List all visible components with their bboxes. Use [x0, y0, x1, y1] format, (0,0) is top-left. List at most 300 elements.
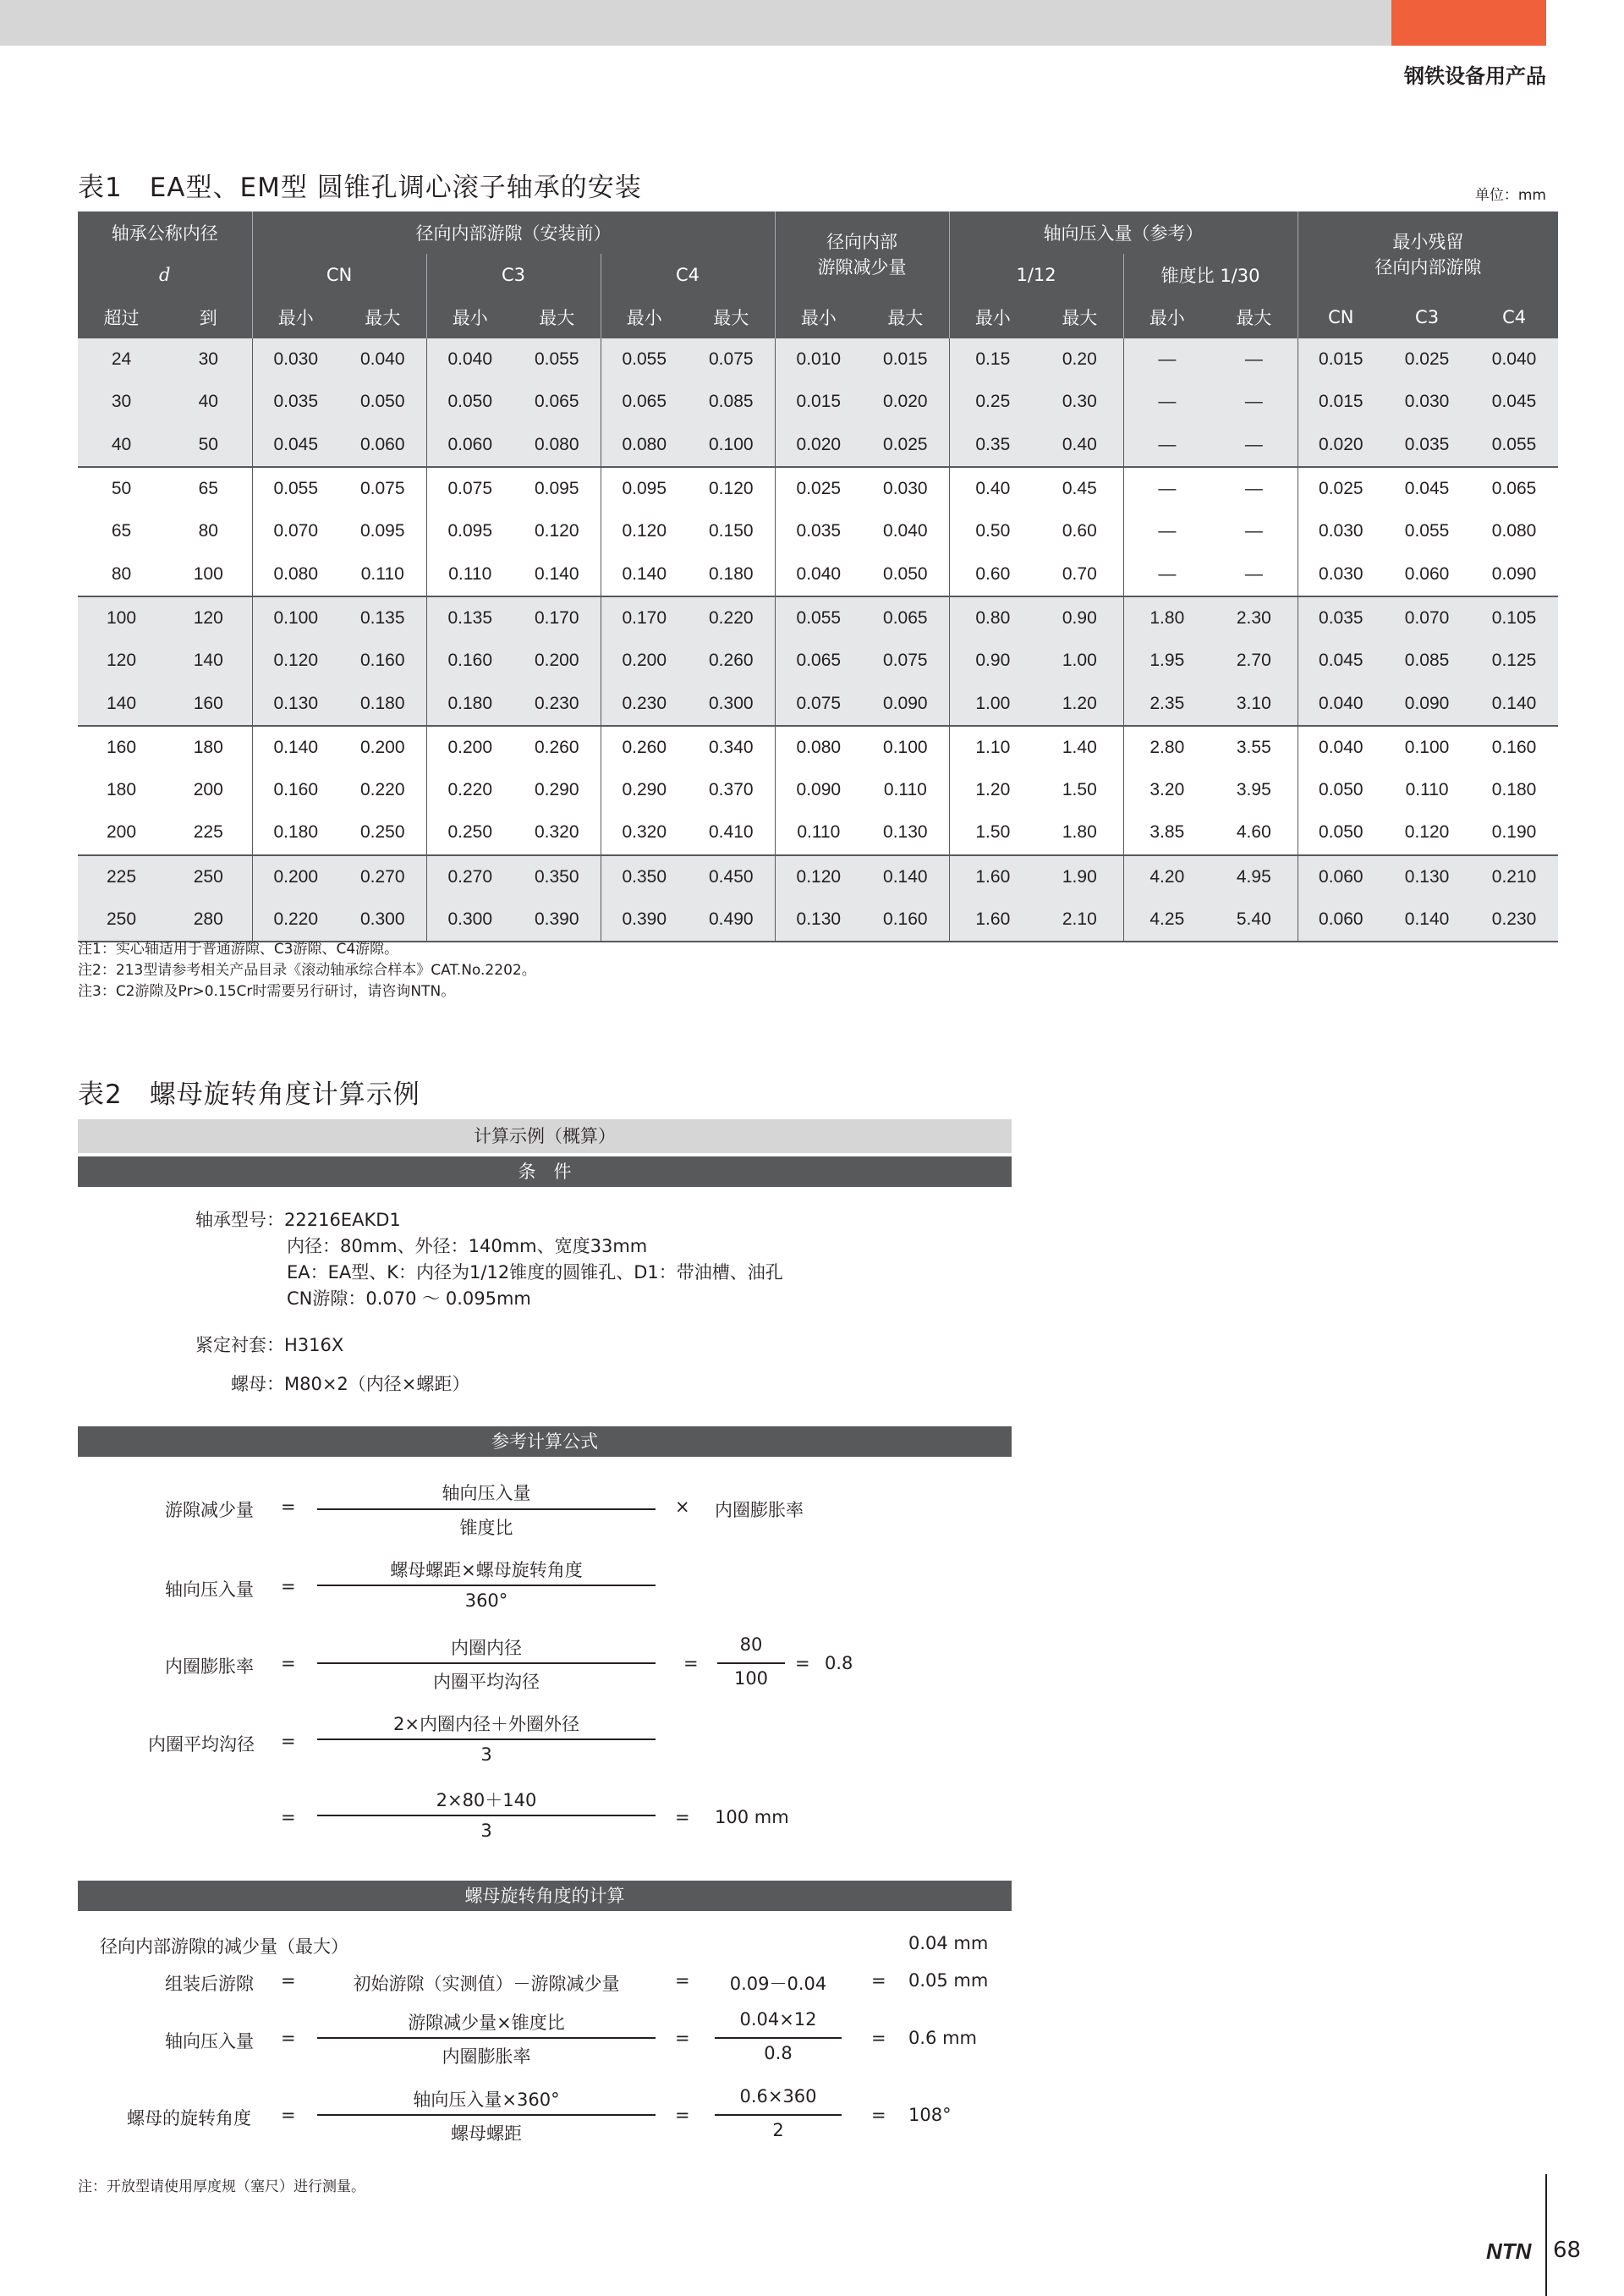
table-cell: 0.80: [949, 596, 1036, 640]
table-cell: 120: [78, 640, 165, 682]
table-cell: 1.60: [949, 855, 1036, 898]
table-cell: 0.030: [862, 467, 949, 510]
formula-lhs: 内圈平均沟径: [148, 1734, 255, 1755]
table-cell: 0.015: [862, 338, 949, 381]
table-row: [78, 682, 1558, 725]
equals-sign: =: [675, 1807, 690, 1827]
table-cell: —: [1123, 467, 1210, 510]
table-cell: 0.060: [1298, 855, 1384, 898]
table-cell: 0.90: [1036, 596, 1123, 640]
table-cell: 50: [78, 467, 165, 510]
table-cell: 3.20: [1123, 769, 1210, 811]
header-max: 最大: [513, 296, 601, 338]
table-cell: 2.70: [1210, 640, 1298, 682]
header-max: 最大: [1036, 296, 1123, 338]
table-cell: 0.170: [513, 596, 601, 640]
note-3: 注3：C2游隙及Pr>0.15Cr时需要另行研讨，请咨询NTN。: [78, 983, 456, 1000]
formula-denominator: 3: [480, 1744, 492, 1765]
table-cell: 0.120: [1404, 822, 1450, 843]
table-cell: 0.370: [709, 780, 754, 800]
table-cell: 0.320: [534, 822, 579, 843]
table-cell: 1.90: [1036, 855, 1123, 898]
table-cell: 0.040: [1298, 682, 1384, 725]
header-max: 最大: [339, 296, 426, 338]
calc-denominator: 内圈膨胀率: [442, 2046, 531, 2067]
table-cell: 0.320: [601, 811, 688, 854]
formula-lhs: 游隙减少量: [165, 1500, 254, 1520]
table-cell: 0.200: [339, 726, 426, 769]
table-cell: 0.20: [1036, 338, 1123, 381]
equals-sign: =: [683, 1653, 699, 1673]
table2-note: 注：开放型请使用厚度规（塞尺）进行测量。: [78, 2178, 365, 2195]
table-cell: 0.070: [1384, 596, 1470, 640]
header-min: 最小: [775, 296, 862, 338]
table-cell: 0.140: [1384, 898, 1470, 942]
table-cell: 0.085: [688, 381, 775, 423]
fraction-line: [317, 1815, 656, 1816]
table-cell: —: [1123, 510, 1210, 552]
table-cell: 0.270: [339, 855, 426, 898]
table-cell: 1.20: [949, 769, 1036, 811]
table-cell: 1.00: [949, 682, 1036, 725]
header-c4: C4: [1470, 296, 1558, 338]
table-row: [78, 898, 1558, 942]
header-c4: C4: [601, 254, 775, 296]
table-cell: 2.35: [1123, 682, 1210, 725]
table-row: [78, 811, 1558, 854]
table-cell: 0.170: [601, 596, 688, 640]
table-cell: 0.70: [1062, 563, 1097, 584]
table-cell: 1.80: [1123, 596, 1210, 640]
table-cell: 100: [193, 563, 223, 584]
fraction-line: [317, 2037, 656, 2039]
table-cell: 0.080: [601, 424, 688, 467]
table-cell: —: [1123, 338, 1210, 381]
table-cell: 0.045: [1298, 640, 1384, 682]
table-cell: 200: [106, 822, 137, 843]
table-row: [78, 338, 1558, 381]
header-bore: 轴承公称内径: [78, 211, 252, 254]
table-cell: 180: [106, 780, 137, 800]
table-cell: 0.065: [775, 640, 862, 682]
table-cell: 0.140: [534, 563, 579, 584]
table-cell: 65: [165, 467, 252, 510]
table-cell: 0.045: [1470, 381, 1558, 423]
table-cell: 50: [165, 424, 252, 467]
calc-result: 0.05 mm: [908, 1970, 989, 1991]
table-row: [78, 855, 1558, 898]
table-cell: 3.55: [1210, 726, 1298, 769]
table-cell: —: [1210, 338, 1298, 381]
equals-sign: =: [281, 2028, 296, 2048]
table-cell: 0.220: [359, 780, 405, 800]
table-cell: 30: [78, 381, 165, 423]
table-cell: 0.35: [949, 424, 1036, 467]
calc-lhs: 径向内部游隙的减少量（最大）: [100, 1936, 348, 1957]
formula-numerator: 螺母螺距×螺母旋转角度: [390, 1560, 583, 1580]
table-cell: 0.030: [1298, 510, 1384, 552]
table-cell: 0.095: [601, 467, 688, 510]
fraction-line: [317, 2114, 656, 2116]
table-cell: 1.20: [1036, 682, 1123, 725]
fraction-line: [715, 2114, 842, 2116]
table-cell: 0.410: [709, 822, 754, 843]
table-cell: 0.095: [426, 510, 513, 552]
equals-sign: =: [871, 1970, 886, 1991]
table-cell: 0.070: [252, 510, 339, 552]
table-cell: 0.290: [601, 769, 688, 811]
table-cell: 160: [78, 726, 165, 769]
value-denominator: 0.8: [764, 2043, 793, 2063]
header-min: 最小: [426, 296, 513, 338]
table-cell: 0.160: [426, 640, 513, 682]
table-cell: 0.190: [1491, 822, 1537, 843]
value-denominator: 100: [733, 1668, 769, 1689]
table-cell: 40: [78, 424, 165, 467]
condition-label: 紧定衬套: [195, 1335, 266, 1355]
table-cell: 0.200: [426, 726, 513, 769]
table-cell: 0.040: [1298, 726, 1384, 769]
header-c3: C3: [1384, 296, 1470, 338]
table-cell: 1.50: [1062, 780, 1097, 800]
table-cell: 0.060: [1298, 898, 1384, 942]
table-cell: 0.160: [252, 769, 339, 811]
table-cell: 0.055: [1470, 424, 1558, 467]
table-cell: 2.80: [1123, 726, 1210, 769]
table-cell: 140: [165, 640, 252, 682]
calc-example-bar: 计算示例（概算）: [78, 1119, 1012, 1153]
table-row: [78, 467, 1558, 510]
table-cell: 0.490: [688, 898, 775, 942]
table-cell: 24: [78, 338, 165, 381]
table-cell: 0.15: [949, 338, 1036, 381]
calc-lhs: 组装后游隙: [165, 1974, 254, 1994]
footer-divider: [1545, 2174, 1547, 2296]
table-cell: 0.080: [775, 726, 862, 769]
header-min: 最小: [949, 296, 1036, 338]
table-cell: 160: [165, 682, 252, 725]
condition-sleeve: 紧定衬套：H316X: [78, 1332, 343, 1359]
value-numerator: 80: [739, 1634, 763, 1655]
table-cell: 0.140: [601, 552, 688, 596]
table-cell: 0.050: [1298, 769, 1384, 811]
table-cell: 0.180: [339, 682, 426, 725]
formula-bar: 参考计算公式: [78, 1426, 1012, 1457]
table-cell: 0.060: [1404, 563, 1450, 584]
calc-value: 0.09－0.04: [729, 1974, 827, 1994]
table-cell: 0.230: [1470, 898, 1558, 942]
formula-result: 100 mm: [715, 1807, 789, 1827]
table-cell: 0.105: [1470, 596, 1558, 640]
calc-result: 108°: [908, 2105, 952, 2125]
table-cell: 0.250: [359, 822, 405, 843]
header-c3: C3: [426, 254, 601, 296]
table-cell: 0.045: [1384, 467, 1470, 510]
table-cell: 1.80: [1062, 822, 1097, 843]
calc-lhs: 轴向压入量: [165, 2031, 254, 2052]
header-cn: CN: [252, 254, 426, 296]
table-cell: 0.120: [775, 855, 862, 898]
table-cell: 140: [78, 682, 165, 725]
table-cell: 0.090: [862, 682, 949, 725]
table-cell: 0.140: [252, 726, 339, 769]
table-cell: 3.85: [1123, 811, 1210, 854]
table-cell: 0.055: [513, 338, 601, 381]
table-cell: 0.055: [1404, 521, 1450, 541]
table-cell: —: [1123, 552, 1210, 596]
table-cell: 0.350: [513, 855, 601, 898]
header-bore-symbol: d: [78, 254, 252, 296]
table-cell: —: [1210, 381, 1298, 423]
table-cell: 0.090: [775, 769, 862, 811]
table-cell: 0.020: [1298, 424, 1384, 467]
table-cell: 1.40: [1036, 726, 1123, 769]
table-cell: 0.080: [513, 424, 601, 467]
table-cell: 0.080: [252, 552, 339, 596]
times-sign: ×: [675, 1497, 690, 1517]
header-residual: 最小残留 径向内部游隙: [1298, 211, 1558, 296]
table-cell: 30: [165, 338, 252, 381]
note-1: 注1：实心轴适用于普通游隙、C3游隙、C4游隙。: [78, 941, 399, 958]
table-cell: 0.060: [339, 424, 426, 467]
table-cell: 0.040: [775, 552, 862, 596]
table-cell: 0.260: [513, 726, 601, 769]
table-cell: 0.140: [862, 855, 949, 898]
header-min: 最小: [1123, 296, 1210, 338]
table-cell: 0.60: [949, 552, 1036, 596]
table-cell: 0.025: [1298, 467, 1384, 510]
equals-sign: =: [795, 1653, 810, 1673]
table-cell: 0.085: [1384, 640, 1470, 682]
table-cell: 1.60: [949, 898, 1036, 942]
table-cell: 0.300: [426, 898, 513, 942]
table-cell: 0.020: [775, 424, 862, 467]
table-cell: 5.40: [1210, 898, 1298, 942]
equals-sign: =: [281, 2105, 296, 2125]
table-cell: 0.095: [359, 521, 405, 541]
formula-numerator: 内圈内径: [451, 1638, 522, 1658]
calc-bar: 螺母旋转角度的计算: [78, 1881, 1012, 1911]
table-cell: 0.055: [601, 338, 688, 381]
table-cell: 0.60: [1062, 521, 1097, 541]
table-cell: 0.220: [252, 898, 339, 942]
table-cell: 4.60: [1236, 822, 1271, 843]
table-cell: 250: [78, 898, 165, 942]
table-cell: 0.135: [426, 596, 513, 640]
table-cell: 0.100: [688, 424, 775, 467]
fraction-line: [317, 1585, 656, 1586]
table-cell: 0.120: [252, 640, 339, 682]
equals-sign: =: [281, 1576, 296, 1596]
note-2: 注2：213型请参考相关产品目录《滚动轴承综合样本》CAT.No.2202。: [78, 962, 536, 979]
condition-bearing: 轴承型号：22216EAKD1 内径：80mm、外径：140mm、宽度33mm EA：EA型、K：内径为1/12锥度的圆锥孔、D1：带油槽、油孔 CN游隙：0.070 ～ 0.095mm: [78, 1207, 783, 1312]
header-reduction: 径向内部 游隙减少量: [775, 211, 949, 296]
table-cell: 0.075: [775, 682, 862, 725]
table-cell: 40: [165, 381, 252, 423]
table-row: [78, 769, 1558, 811]
table-cell: 65: [111, 521, 132, 541]
table-cell: 1.00: [1036, 640, 1123, 682]
table-cell: 0.015: [1298, 381, 1384, 423]
brand-logo: NTN: [1486, 2238, 1532, 2264]
table-cell: 0.180: [426, 682, 513, 725]
formula-denominator: 锥度比: [459, 1518, 513, 1538]
equals-sign: =: [281, 1807, 296, 1827]
header-max: 最大: [688, 296, 775, 338]
equals-sign: =: [281, 1970, 296, 1991]
table-cell: 0.290: [534, 780, 579, 800]
header-bar: [0, 0, 1546, 46]
table-cell: 0.035: [1298, 596, 1384, 640]
table-cell: 0.200: [252, 855, 339, 898]
table-cell: —: [1244, 563, 1263, 584]
table-cell: 180: [165, 726, 252, 769]
table-cell: 100: [78, 596, 165, 640]
formula-denominator: 3: [480, 1821, 492, 1841]
table-cell: 0.090: [1384, 682, 1470, 725]
table-cell: 0.010: [775, 338, 862, 381]
table-cell: 0.390: [601, 898, 688, 942]
table-cell: 0.220: [688, 596, 775, 640]
table-cell: 0.130: [775, 898, 862, 942]
header-max: 最大: [1210, 296, 1298, 338]
table-cell: 0.110: [1405, 780, 1449, 800]
table-cell: 0.390: [513, 898, 601, 942]
formula-denominator: 360°: [464, 1590, 508, 1611]
table-cell: 0.100: [862, 726, 949, 769]
table-cell: 120: [165, 596, 252, 640]
table-cell: 0.040: [883, 521, 928, 541]
table-cell: 0.140: [1470, 682, 1558, 725]
header-min: 最小: [601, 296, 688, 338]
equals-sign: =: [675, 1970, 690, 1991]
table-cell: 1.95: [1123, 640, 1210, 682]
formula-numerator: 2×80＋140: [436, 1790, 537, 1810]
header-max: 最大: [862, 296, 949, 338]
table1-unit: 单位：mm: [1474, 187, 1546, 204]
table-cell: 0.080: [1491, 521, 1537, 541]
calc-numerator: 轴向压入量×360°: [413, 2090, 560, 2110]
calc-result: 0.6 mm: [908, 2028, 977, 2048]
table-cell: 0.270: [426, 855, 513, 898]
table-cell: 0.110: [775, 811, 862, 854]
table-cell: 0.350: [601, 855, 688, 898]
table-cell: 0.180: [252, 811, 339, 854]
table-cell: —: [1123, 381, 1210, 423]
table-cell: 0.065: [862, 596, 949, 640]
table-cell: 0.110: [883, 780, 927, 800]
table-cell: 0.150: [709, 521, 754, 541]
table-cell: —: [1210, 424, 1298, 467]
equals-sign: =: [281, 1731, 296, 1751]
calc-lhs: 螺母的旋转角度: [127, 2108, 251, 2128]
table-cell: 0.130: [1384, 855, 1470, 898]
table-row: [78, 726, 1558, 769]
equals-sign: =: [871, 2105, 886, 2125]
table-cell: 0.055: [252, 467, 339, 510]
fraction-line: [317, 1662, 656, 1664]
table-cell: 0.30: [1036, 381, 1123, 423]
table-cell: 0.230: [513, 682, 601, 725]
table-cell: 0.130: [252, 682, 339, 725]
table-cell: 2.30: [1210, 596, 1298, 640]
header-min: 最小: [252, 296, 339, 338]
calc-expression: 初始游隙（实测值）－游隙减少量: [353, 1974, 620, 1994]
table-row: [78, 424, 1558, 467]
table2-title: 表2 螺母旋转角度计算示例: [78, 1079, 420, 1110]
table1-title: 表1 EA型、EM型 圆锥孔调心滚子轴承的安装: [78, 173, 642, 203]
table-cell: 0.180: [1491, 780, 1537, 800]
table-cell: —: [1210, 467, 1298, 510]
table-cell: 225: [78, 855, 165, 898]
equals-sign: =: [675, 2028, 690, 2048]
table-cell: 0.120: [534, 521, 579, 541]
formula-numerator: 轴向压入量: [442, 1483, 531, 1503]
table-cell: 0.020: [862, 381, 949, 423]
condition-label: 螺母: [231, 1374, 266, 1394]
table-cell: 0.050: [883, 563, 928, 584]
table-cell: —: [1244, 521, 1263, 541]
table-cell: 0.035: [252, 381, 339, 423]
table-cell: 0.065: [1470, 467, 1558, 510]
header-to: 到: [165, 296, 252, 338]
table-cell: 0.220: [426, 769, 513, 811]
table-cell: 0.035: [1384, 424, 1470, 467]
table-cell: 0.065: [601, 381, 688, 423]
fraction-line: [717, 1662, 785, 1664]
table-row: [78, 640, 1558, 682]
table-cell: 0.075: [688, 338, 775, 381]
fraction-line: [317, 1738, 656, 1740]
table-cell: 0.135: [339, 596, 426, 640]
table-cell: 2.10: [1036, 898, 1123, 942]
table-cell: 0.030: [1298, 552, 1384, 596]
table-cell: 0.130: [883, 822, 928, 843]
formula-lhs: 内圈膨胀率: [165, 1656, 254, 1677]
header-over: 超过: [78, 296, 165, 338]
table-cell: 0.090: [1491, 563, 1537, 584]
formula-lhs: 轴向压入量: [165, 1579, 254, 1600]
value-numerator: 0.04×12: [739, 2009, 817, 2030]
table-cell: 280: [165, 898, 252, 942]
table-cell: 0.120: [688, 467, 775, 510]
table-cell: 0.230: [601, 682, 688, 725]
formula-denominator: 内圈平均沟径: [433, 1672, 540, 1692]
table-cell: 0.015: [1298, 338, 1384, 381]
table-cell: 250: [165, 855, 252, 898]
table-cell: 0.110: [426, 552, 513, 596]
header-push: 轴向压入量（参考）: [949, 211, 1298, 254]
table-cell: 0.40: [949, 467, 1036, 510]
table-cell: 0.260: [601, 726, 688, 769]
table-cell: 1.50: [949, 811, 1036, 854]
fraction-line: [317, 1508, 656, 1510]
table-cell: 0.075: [339, 467, 426, 510]
table-cell: 0.015: [775, 381, 862, 423]
bearing-mounting-table: [78, 211, 1558, 942]
value-denominator: 2: [772, 2120, 784, 2140]
table1-notes: [78, 939, 536, 1002]
table-cell: 0.200: [601, 640, 688, 682]
table-cell: 0.025: [775, 467, 862, 510]
table-row: [78, 552, 1558, 596]
conditions-bar: 条 件: [78, 1156, 1012, 1187]
table-cell: 0.050: [339, 381, 426, 423]
header-clearance: 径向内部游隙（安装前）: [252, 211, 775, 254]
table-cell: 80: [111, 563, 132, 584]
table-cell: 0.180: [709, 563, 754, 584]
table-cell: 0.40: [1036, 424, 1123, 467]
